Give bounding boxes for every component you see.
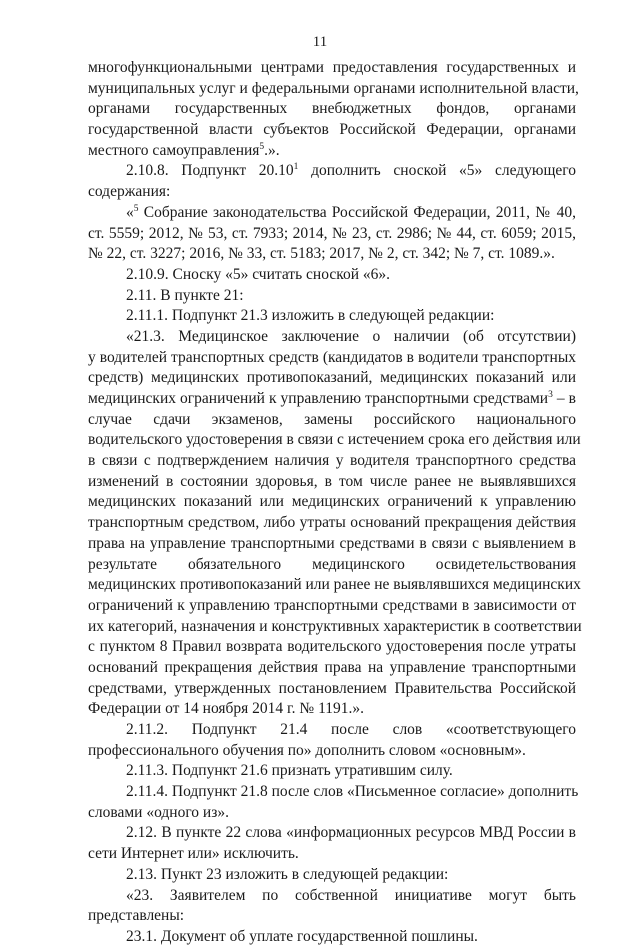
line-text: муниципальных услуг и федеральными органами исполнительной власти, xyxy=(88,79,579,97)
text-line xyxy=(88,637,576,658)
line-text: 2.11.3. Подпункт 21.6 признать утратившим силу. xyxy=(126,762,453,780)
document-body xyxy=(88,58,582,948)
line-text: транспортным средством, либо утраты оснований прекращения действия xyxy=(88,514,576,532)
line-text-continued: .». xyxy=(264,141,280,159)
line-text: с пунктом 8 Правил возврата водительского удостоверения после утраты xyxy=(88,638,576,656)
text-line xyxy=(88,823,576,844)
line-text: профессионального обучения по» дополнить словом «основным». xyxy=(88,741,526,759)
line-text-continued: – в xyxy=(552,390,576,407)
line-text: ст. 5559; 2012, № 53, ст. 7933; 2014, № 23, ст. 2986; № 44, ст. 6059; 2015, xyxy=(88,224,576,242)
text-line xyxy=(88,79,579,100)
line-text: 23.1. Документ об уплате государственной пошлины. xyxy=(126,927,478,945)
line-text: сети Интернет или» исключить. xyxy=(88,845,299,863)
line-text-continued: дополнить сноской «5» следующего xyxy=(298,162,577,180)
line-text: многофункциональными центрами предоставления государственных и xyxy=(88,59,576,76)
text-line xyxy=(88,348,576,369)
line-text: 2.10.8. Подпункт 20.10 xyxy=(126,162,294,180)
line-text: их категорий, назначения и конструктивных характеристик в соответствии xyxy=(88,617,582,635)
text-line xyxy=(88,472,576,493)
text-line xyxy=(88,244,576,265)
text-line xyxy=(88,492,576,513)
line-text: медицинских ограничений к управлению транспортными средствами xyxy=(88,390,549,407)
text-line xyxy=(88,886,576,907)
line-text-continued: Собрание законодательства Российской Федерации, 2011, № 40, xyxy=(138,203,576,221)
text-line xyxy=(88,720,576,741)
text-line xyxy=(88,513,576,534)
line-text: водительского удостоверения в связи с истечением срока его действия или xyxy=(88,431,581,449)
footnote-ref: 3 xyxy=(548,389,553,400)
line-text: ограничений к управлению транспортными средствами в зависимости от xyxy=(88,596,576,614)
line-text: изменений в состоянии здоровья, в том числе ранее не выявлявшихся xyxy=(88,472,576,490)
text-line xyxy=(88,534,576,555)
text-line xyxy=(88,327,576,348)
text-line xyxy=(88,286,576,307)
text-line xyxy=(88,596,576,617)
line-text: 2.10.9. Сноску «5» считать сноской «6». xyxy=(126,265,391,283)
text-line xyxy=(88,368,576,389)
text-line xyxy=(88,761,576,782)
text-line xyxy=(88,161,576,182)
line-text: результате обязательного медицинского освидетельствования xyxy=(88,555,576,573)
text-line xyxy=(88,410,576,431)
line-text: средствами, утвержденных постановлением Правительства Российской xyxy=(88,679,576,697)
text-line xyxy=(88,782,579,803)
text-line xyxy=(88,803,576,824)
text-line xyxy=(88,658,576,679)
text-line xyxy=(88,120,576,141)
line-text: 2.11.2. Подпункт 21.4 после слов «соответствующего xyxy=(126,721,576,738)
text-line xyxy=(88,224,576,245)
line-text: оснований прекращения действия права на управление транспортными xyxy=(88,658,576,676)
text-line xyxy=(88,865,576,886)
line-text: «23. Заявителем по собственной инициативе могут быть xyxy=(126,886,576,904)
text-line xyxy=(88,306,576,327)
text-line xyxy=(88,617,582,638)
text-line xyxy=(88,99,576,120)
line-text: 2.13. Пункт 23 изложить в следующей редакции: xyxy=(126,865,449,883)
text-line xyxy=(88,844,576,865)
line-text: № 22, ст. 3227; 2016, № 33, ст. 5183; 2017, № 2, ст. 342; № 7, ст. 1089.». xyxy=(88,245,555,263)
text-line xyxy=(88,58,576,79)
line-text: в связи с подтверждением наличия у водителя транспортного средства xyxy=(88,452,576,470)
text-line xyxy=(88,203,576,224)
text-line xyxy=(88,265,576,286)
line-text: представлены: xyxy=(88,907,185,925)
text-line xyxy=(88,430,581,451)
line-text: 2.11.1. Подпункт 21.3 изложить в следующей редакции: xyxy=(126,307,495,325)
text-line xyxy=(88,141,576,162)
line-text: случае сдачи экзаменов, замены российского национального xyxy=(88,410,576,428)
text-line xyxy=(88,699,576,720)
text-line xyxy=(88,927,576,948)
text-line xyxy=(88,389,576,410)
line-text: 2.11.4. Подпункт 21.8 после слов «Письменное согласие» дополнить xyxy=(126,783,579,801)
line-text: медицинских показаний или медицинских ограничений к управлению xyxy=(88,493,576,511)
text-line xyxy=(88,555,576,576)
line-text: « xyxy=(126,203,134,221)
line-text: Федерации от 14 ноября 2014 г. № 1191.». xyxy=(88,700,364,718)
line-text: 2.12. В пункте 22 слова «информационных ресурсов МВД России в xyxy=(126,824,576,842)
line-text: органами государственных внебюджетных фондов, органами xyxy=(88,100,576,118)
line-text: содержания: xyxy=(88,183,171,201)
line-text: медицинских противопоказаний или ранее не выявлявшихся медицинских xyxy=(88,576,581,594)
text-line xyxy=(88,451,576,472)
line-text: словами «одного из». xyxy=(88,803,229,821)
footnote-ref: 1 xyxy=(293,162,299,173)
text-line xyxy=(88,741,576,762)
line-text: средств) медицинских противопоказаний, медицинских показаний или xyxy=(88,369,576,387)
footnote-ref: 5 xyxy=(259,141,265,152)
line-text: государственной власти субъектов Российской Федерации, органами xyxy=(88,121,576,139)
line-text: у водителей транспортных средств (кандидатов в водители транспортных xyxy=(88,348,576,366)
line-text: местного самоуправления xyxy=(88,141,260,159)
text-line xyxy=(88,906,576,927)
text-line xyxy=(88,679,576,700)
text-line xyxy=(88,182,576,203)
line-text: «21.3. Медицинское заключение о наличии (об отсутствии) xyxy=(126,327,576,345)
line-text: права на управление транспортными средствами в связи с выявлением в xyxy=(88,534,576,552)
footnote-ref: 5 xyxy=(133,203,139,214)
page-number: 11 xyxy=(312,34,328,50)
line-text: 2.11. В пункте 21: xyxy=(126,286,244,304)
text-line xyxy=(88,575,581,596)
